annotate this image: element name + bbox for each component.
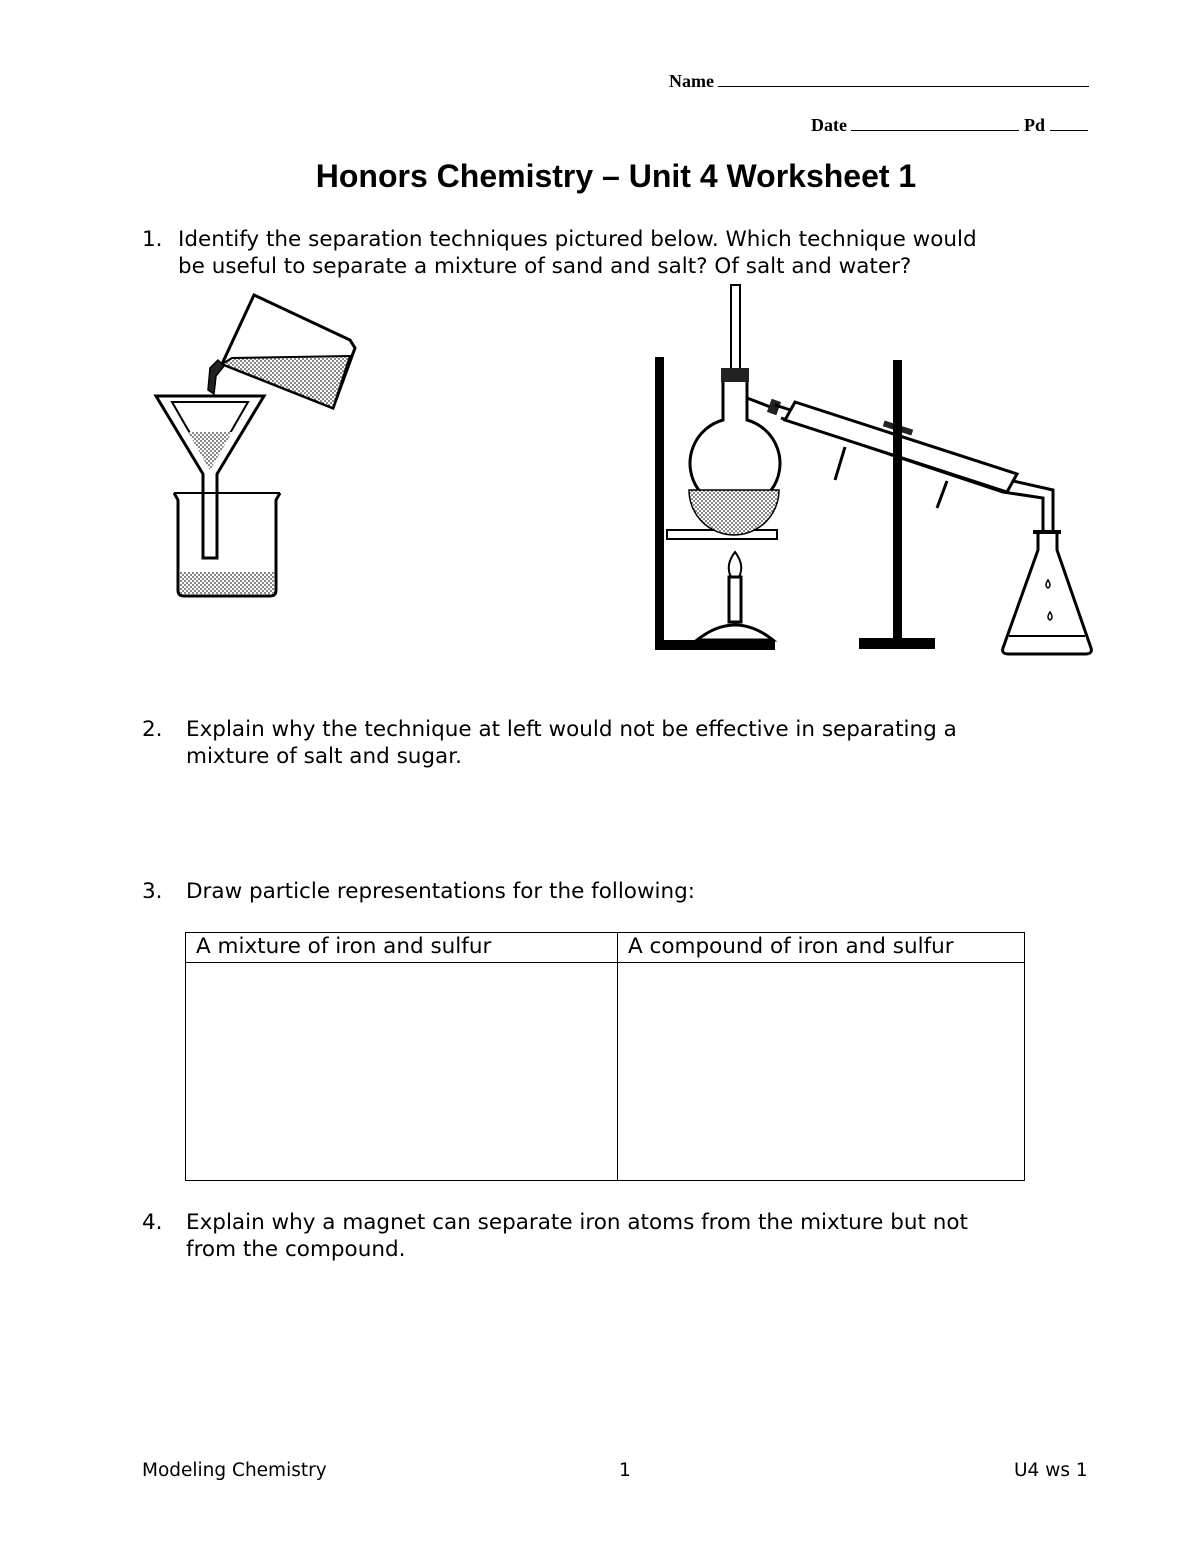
footer-left: Modeling Chemistry <box>142 1460 327 1481</box>
question-number: 1. <box>142 227 163 252</box>
page-number: 1 <box>619 1460 631 1481</box>
question-text-line: Draw particle representations for the following: <box>186 879 696 904</box>
question-text-line: Identify the separation techniques pictured below. Which technique would <box>178 227 977 252</box>
question-number: 2. <box>142 717 163 742</box>
filtration-illustration <box>150 290 365 600</box>
date-field[interactable] <box>851 114 1019 131</box>
question-text-line: Explain why the technique at left would not be effective in separating a <box>186 717 957 742</box>
ring-stand-right <box>859 360 935 649</box>
table-header-mixture: A mixture of iron and sulfur <box>196 934 492 959</box>
date-period-line <box>811 114 1088 136</box>
funnel <box>156 396 264 558</box>
question-text-line: mixture of salt and sugar. <box>186 744 462 769</box>
question-text-line: be useful to separate a mixture of sand and salt? Of salt and water? <box>178 254 912 279</box>
date-label: Date <box>811 115 847 135</box>
table-divider <box>617 933 618 1180</box>
erlenmeyer-flask <box>1003 530 1092 654</box>
question-number: 4. <box>142 1210 163 1235</box>
name-label: Name <box>669 71 714 91</box>
question-text-line: Explain why a magnet can separate iron atoms from the mixture but not <box>186 1210 968 1235</box>
bunsen-burner <box>697 552 773 640</box>
compound-drawing-area[interactable] <box>619 963 1024 1180</box>
name-field[interactable] <box>718 70 1089 87</box>
pouring-beaker <box>208 295 355 408</box>
question-number: 3. <box>142 879 163 904</box>
footer-right: U4 ws 1 <box>1014 1460 1088 1481</box>
question-text-line: from the compound. <box>186 1237 406 1262</box>
name-line <box>669 70 1089 92</box>
distillation-illustration <box>645 280 1105 660</box>
particle-table <box>185 932 1025 1181</box>
period-label: Pd <box>1023 115 1045 135</box>
mixture-drawing-area[interactable] <box>186 963 617 1180</box>
receiving-beaker <box>174 493 280 596</box>
round-bottom-flask <box>689 368 780 535</box>
period-field[interactable] <box>1050 114 1088 131</box>
page-title: Honors Chemistry – Unit 4 Worksheet 1 <box>315 158 917 194</box>
table-header-compound: A compound of iron and sulfur <box>628 934 954 959</box>
